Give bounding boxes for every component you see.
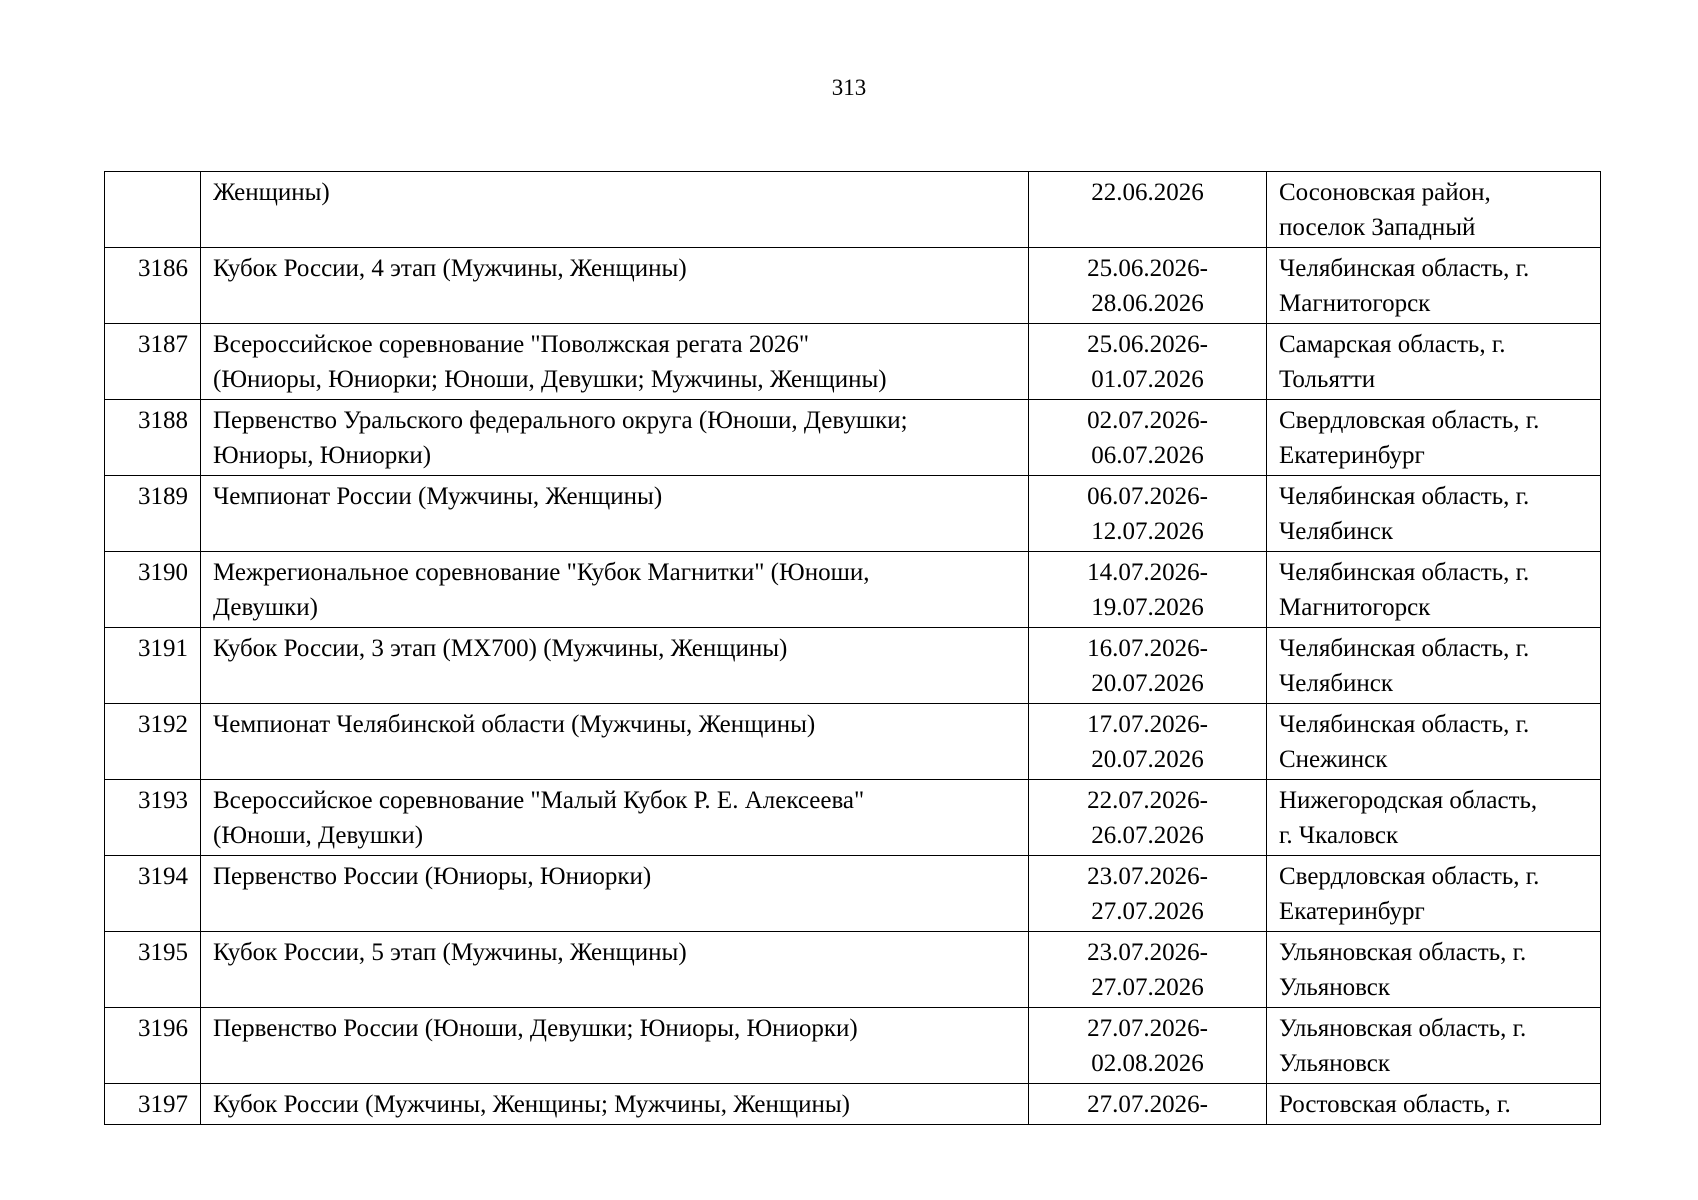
event-place-cell (1267, 172, 1601, 248)
event-dates-line: 28.06.2026 (1091, 290, 1204, 317)
event-number-cell: 3186 (105, 248, 201, 324)
event-place-cell (1267, 856, 1601, 932)
event-name-cell (201, 172, 1029, 248)
event-dates-cell (1029, 628, 1267, 704)
event-dates-cell (1029, 248, 1267, 324)
event-name-cell (201, 1008, 1029, 1084)
event-name-line: Всероссийское соревнование "Малый Кубок Р. Е. Алексеева" (213, 787, 865, 814)
event-number-cell: 3194 (105, 856, 201, 932)
table-row (105, 932, 1601, 1008)
event-place-line: Ульяновская область, г. (1279, 939, 1527, 966)
event-place-line: Ульяновск (1279, 974, 1391, 1001)
table-row (105, 400, 1601, 476)
event-dates-line: 23.07.2026- (1087, 939, 1208, 966)
table-row (105, 476, 1601, 552)
event-place-line: Челябинская область, г. (1279, 559, 1530, 586)
event-place-line: Екатеринбург (1279, 442, 1425, 469)
event-number-cell: 3191 (105, 628, 201, 704)
event-dates-line: 22.06.2026 (1091, 179, 1204, 206)
event-place-line: Сосоновская район, (1279, 179, 1491, 206)
event-dates-line: 02.08.2026 (1091, 1050, 1204, 1077)
event-name-cell (201, 856, 1029, 932)
event-place-line: Магнитогорск (1279, 594, 1431, 621)
event-name-cell (201, 552, 1029, 628)
event-dates-line: 23.07.2026- (1087, 863, 1208, 890)
event-name-line: Чемпионат России (Мужчины, Женщины) (213, 483, 663, 510)
event-name-cell (201, 932, 1029, 1008)
event-number-cell (105, 172, 201, 248)
event-name-line: Межрегиональное соревнование "Кубок Магнитки" (Юноши, (213, 559, 870, 586)
event-name-cell (201, 400, 1029, 476)
table-row (105, 1008, 1601, 1084)
event-name-line: Девушки) (213, 594, 319, 621)
event-dates-line: 14.07.2026- (1087, 559, 1208, 586)
event-name-line: Кубок России, 3 этап (MX700) (Мужчины, Женщины) (213, 635, 788, 662)
event-number-cell: 3192 (105, 704, 201, 780)
event-number-cell: 3193 (105, 780, 201, 856)
event-place-cell (1267, 932, 1601, 1008)
table-row (105, 324, 1601, 400)
table-row (105, 552, 1601, 628)
event-place-line: Челябинская область, г. (1279, 711, 1530, 738)
event-dates-line: 16.07.2026- (1087, 635, 1208, 662)
event-dates-cell (1029, 1008, 1267, 1084)
event-dates-cell (1029, 856, 1267, 932)
table-row (105, 1084, 1601, 1125)
event-dates-line: 27.07.2026 (1091, 898, 1204, 925)
event-dates-cell (1029, 780, 1267, 856)
event-name-line: (Юноши, Девушки) (213, 822, 424, 849)
event-name-cell (201, 248, 1029, 324)
event-dates-cell (1029, 324, 1267, 400)
event-place-line: Нижегородская область, (1279, 787, 1538, 814)
event-name-cell (201, 704, 1029, 780)
event-dates-line: 25.06.2026- (1087, 255, 1208, 282)
event-name-line: Кубок России (Мужчины, Женщины; Мужчины, Женщины) (213, 1091, 850, 1118)
event-place-cell (1267, 552, 1601, 628)
event-dates-line: 02.07.2026- (1087, 407, 1208, 434)
event-place-cell (1267, 1008, 1601, 1084)
event-place-cell (1267, 476, 1601, 552)
event-place-line: Снежинск (1279, 746, 1388, 773)
event-place-line: Челябинск (1279, 518, 1394, 545)
table-row (105, 172, 1601, 248)
event-name-line: Чемпионат Челябинской области (Мужчины, Женщины) (213, 711, 816, 738)
event-place-line: Челябинск (1279, 670, 1394, 697)
event-name-line: (Юниоры, Юниорки; Юноши, Девушки; Мужчины, Женщины) (213, 366, 887, 393)
event-dates-line: 01.07.2026 (1091, 366, 1204, 393)
event-dates-cell (1029, 400, 1267, 476)
event-dates-cell (1029, 704, 1267, 780)
event-place-cell (1267, 324, 1601, 400)
event-name-line: Кубок России, 4 этап (Мужчины, Женщины) (213, 255, 687, 282)
event-dates-line: 20.07.2026 (1091, 746, 1204, 773)
event-place-cell (1267, 780, 1601, 856)
event-name-line: Первенство Уральского федерального округа (Юноши, Девушки; (213, 407, 908, 434)
event-name-cell (201, 1084, 1029, 1125)
event-name-line: Женщины) (213, 179, 330, 206)
event-dates-line: 27.07.2026 (1091, 974, 1204, 1001)
table-row (105, 248, 1601, 324)
event-dates-line: 22.07.2026- (1087, 787, 1208, 814)
event-dates-line: 19.07.2026 (1091, 594, 1204, 621)
event-place-line: Ростовская область, г. (1279, 1091, 1511, 1118)
event-dates-cell (1029, 476, 1267, 552)
event-name-line: Первенство России (Юноши, Девушки; Юниоры, Юниорки) (213, 1015, 858, 1042)
events-table-body (105, 172, 1601, 1125)
event-dates-line: 17.07.2026- (1087, 711, 1208, 738)
event-place-cell (1267, 1084, 1601, 1125)
event-dates-line: 06.07.2026 (1091, 442, 1204, 469)
event-name-line: Юниоры, Юниорки) (213, 442, 432, 469)
event-dates-cell (1029, 172, 1267, 248)
events-table (104, 171, 1601, 1125)
event-dates-line: 06.07.2026- (1087, 483, 1208, 510)
event-place-line: г. Чкаловск (1279, 822, 1399, 849)
page-number: 313 (831, 75, 867, 100)
event-place-line: Челябинская область, г. (1279, 483, 1530, 510)
event-dates-cell (1029, 552, 1267, 628)
event-place-line: Ульяновск (1279, 1050, 1391, 1077)
event-name-cell (201, 628, 1029, 704)
event-place-line: Челябинская область, г. (1279, 255, 1530, 282)
event-place-cell (1267, 400, 1601, 476)
event-name-line: Всероссийское соревнование "Поволжская регата 2026" (213, 331, 810, 358)
event-name-cell (201, 324, 1029, 400)
event-number-cell: 3189 (105, 476, 201, 552)
table-row (105, 780, 1601, 856)
event-dates-line: 26.07.2026 (1091, 822, 1204, 849)
event-place-line: Челябинская область, г. (1279, 635, 1530, 662)
event-dates-line: 25.06.2026- (1087, 331, 1208, 358)
table-row (105, 704, 1601, 780)
event-name-cell (201, 780, 1029, 856)
event-place-line: поселок Западный (1279, 214, 1476, 241)
event-place-line: Свердловская область, г. (1279, 407, 1540, 434)
event-number-cell: 3190 (105, 552, 201, 628)
event-number-cell: 3187 (105, 324, 201, 400)
event-place-line: Самарская область, г. (1279, 331, 1506, 358)
event-place-line: Ульяновская область, г. (1279, 1015, 1527, 1042)
table-row (105, 628, 1601, 704)
event-dates-line: 27.07.2026- (1087, 1091, 1208, 1118)
event-name-line: Кубок России, 5 этап (Мужчины, Женщины) (213, 939, 687, 966)
event-dates-line: 12.07.2026 (1091, 518, 1204, 545)
table-row (105, 856, 1601, 932)
event-place-line: Екатеринбург (1279, 898, 1425, 925)
event-place-cell (1267, 628, 1601, 704)
event-number-cell: 3195 (105, 932, 201, 1008)
event-place-line: Магнитогорск (1279, 290, 1431, 317)
event-number-cell: 3188 (105, 400, 201, 476)
event-dates-line: 20.07.2026 (1091, 670, 1204, 697)
event-place-cell (1267, 248, 1601, 324)
event-number-cell: 3196 (105, 1008, 201, 1084)
event-name-cell (201, 476, 1029, 552)
event-place-line: Тольятти (1279, 366, 1376, 393)
event-place-cell (1267, 704, 1601, 780)
event-place-line: Свердловская область, г. (1279, 863, 1540, 890)
event-number-cell: 3197 (105, 1084, 201, 1125)
event-dates-cell (1029, 932, 1267, 1008)
event-name-line: Первенство России (Юниоры, Юниорки) (213, 863, 652, 890)
event-dates-line: 27.07.2026- (1087, 1015, 1208, 1042)
event-dates-cell (1029, 1084, 1267, 1125)
